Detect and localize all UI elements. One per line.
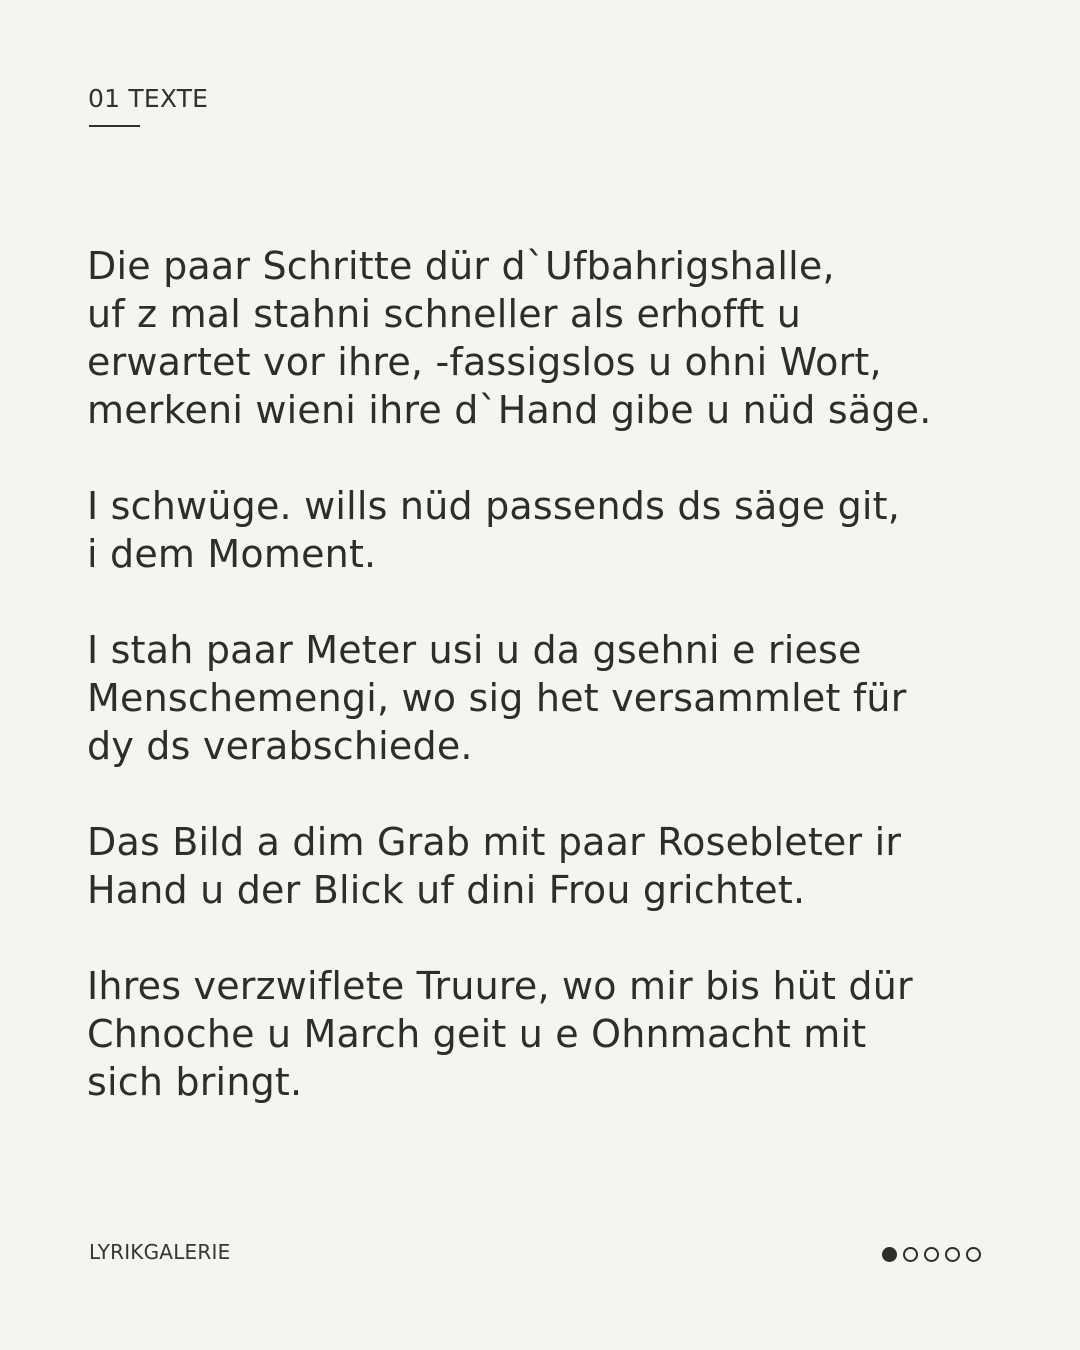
stanza-5 (87, 962, 1027, 1106)
poem-line: merkeni wieni ihre d`Hand gibe u nüd säge. (87, 388, 932, 432)
brand-label: LYRIKGALERIE (89, 1240, 231, 1264)
poem-text (87, 242, 1027, 1106)
stanza-1 (87, 242, 1027, 434)
poem-line: Ihres verzwiflete Truure, wo mir bis hüt dür (87, 964, 913, 1008)
section-underline (89, 125, 140, 127)
poem-line: uf z mal stahni schneller als erhofft u (87, 292, 802, 336)
poem-line: i dem Moment. (87, 532, 377, 576)
poem-line: Die paar Schritte dür d`Ufbahrigshalle, (87, 244, 835, 288)
poem-line: I stah paar Meter usi u da gsehni e riese (87, 628, 862, 672)
poem-line: sich bringt. (87, 1060, 303, 1104)
pager-dot-1[interactable] (882, 1247, 897, 1262)
poem-line: Chnoche u March geit u e Ohnmacht mit (87, 1012, 867, 1056)
pager-dot-3[interactable] (924, 1247, 939, 1262)
stanza-2 (87, 482, 1027, 578)
poem-line: erwartet vor ihre, -fassigslos u ohni Wort, (87, 340, 882, 384)
pager-dot-5[interactable] (966, 1247, 981, 1262)
pager-dot-2[interactable] (903, 1247, 918, 1262)
poem-line: I schwüge. wills nüd passends ds säge git, (87, 484, 901, 528)
poem-line: Menschemengi, wo sig het versammlet für (87, 676, 907, 720)
stanza-4 (87, 818, 1027, 914)
poem-line: Das Bild a dim Grab mit paar Rosebleter ir (87, 820, 902, 864)
poem-line: Hand u der Blick uf dini Frou grichtet. (87, 868, 806, 912)
poem-line: dy ds verabschiede. (87, 724, 473, 768)
section-label: 01 TEXTE (88, 84, 209, 113)
pager-dot-4[interactable] (945, 1247, 960, 1262)
stanza-3 (87, 626, 1027, 770)
carousel-pager (882, 1245, 981, 1263)
